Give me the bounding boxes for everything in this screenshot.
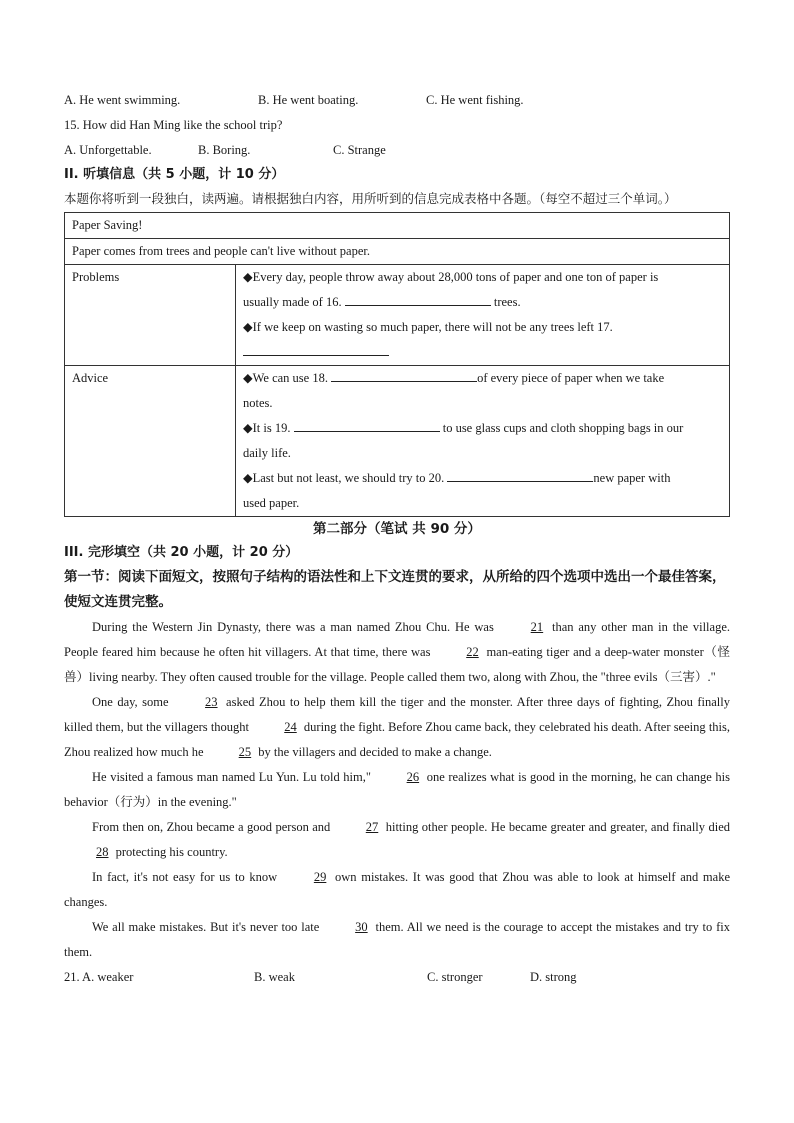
gap-23[interactable]: 23	[205, 695, 218, 709]
table-intro: Paper comes from trees and people can't live without paper.	[65, 239, 730, 265]
q21-options	[64, 965, 730, 990]
exam-page	[64, 88, 730, 990]
q14-option-b[interactable]: B. He went boating.	[258, 93, 359, 107]
advice-1-text: ◆We can use 18.	[243, 371, 328, 385]
problem-1b-text: usually made of 16.	[243, 295, 342, 309]
q21-option-d[interactable]: D. strong	[530, 970, 577, 984]
passage-paragraph-1	[64, 615, 730, 690]
q14-option-c[interactable]: C. He went fishing.	[426, 93, 524, 107]
advice-2	[243, 416, 722, 441]
passage-text: protecting his country.	[112, 845, 228, 859]
q15-options	[64, 138, 730, 163]
blank-20[interactable]	[447, 467, 593, 482]
advice-cell	[236, 366, 730, 517]
advice-1-suffix: of every piece of paper when we take	[477, 371, 665, 385]
q15-option-c[interactable]: C. Strange	[333, 143, 386, 157]
passage-text: than any other man in the village. People feared him because he often hit villagers. At that time, there was	[64, 620, 730, 659]
section3-subheading: 第一节：阅读下面短文，按照句子结构的语法性和上下文连贯的要求，从所给的四个选项中选出一个最佳答案，使短文连贯完整。	[64, 569, 726, 610]
q21-option-a[interactable]: 21. A. weaker	[64, 970, 134, 984]
passage-text: man-eating tiger and a deep-water monster（怪兽）living nearby. They often caused trouble for the village. People called them two, along with Zhou, the "three evils（三害）."	[64, 645, 730, 684]
blank-17[interactable]	[243, 341, 389, 356]
advice-3-cont: used paper.	[243, 496, 300, 510]
gap-26[interactable]: 26	[406, 770, 420, 784]
gap-27[interactable]: 27	[365, 820, 379, 834]
passage-paragraph-3	[64, 765, 730, 815]
passage-text: during the fight. Before Zhou came back, they celebrated his death. After seeing this, Zhou realized how much he	[64, 720, 731, 759]
q15-question: 15. How did Han Ming like the school trip?	[64, 118, 283, 132]
problem-1a: ◆Every day, people throw away about 28,000 tons of paper and one ton of paper is	[243, 270, 659, 284]
advice-3-text: ◆Last but not least, we should try to 20.	[243, 471, 445, 485]
table-title: Paper Saving!	[65, 213, 730, 239]
problems-cell	[236, 265, 730, 366]
passage-text: We all make mistakes. But it's never too late	[92, 920, 324, 934]
gap-28[interactable]: 28	[96, 845, 109, 859]
passage-paragraph-4	[64, 815, 730, 865]
advice-1	[243, 366, 722, 391]
advice-3	[243, 466, 722, 491]
passage-text: During the Western Jin Dynasty, there was a man named Zhou Chu. He was	[92, 620, 499, 634]
passage-text: one realizes what is good in the morning, he can change his behavior（行为）in the evening."	[64, 770, 730, 809]
blank-16[interactable]	[345, 291, 491, 306]
passage-paragraph-6	[64, 915, 730, 965]
gap-25[interactable]: 25	[238, 745, 252, 759]
advice-3-suffix: new paper with	[593, 471, 671, 485]
passage-text: From then on, Zhou became a good person and	[92, 820, 334, 834]
advice-2-suffix: to use glass cups and cloth shopping bags in our	[439, 421, 684, 435]
blank-18[interactable]	[331, 367, 477, 382]
section2-instruction: 本题你将听到一段独白，读两遍。请根据独白内容，用所听到的信息完成表格中各题。（每空不超过三个单词。）	[64, 191, 677, 206]
passage-text: One day, some	[92, 695, 174, 709]
passage-text: In fact, it's not easy for us to know	[92, 870, 282, 884]
problem-2-blank-line	[243, 340, 722, 365]
q15-option-a[interactable]: A. Unforgettable.	[64, 143, 152, 157]
passage-text: asked Zhou to help them kill the tiger and the monster. After three days of fighting, Zhou finally killed them, but the villagers thought	[64, 695, 730, 734]
problem-1b-suffix: trees.	[490, 295, 521, 309]
part2-title: 第二部分（笔试 共 90 分）	[313, 521, 481, 537]
q14-options	[64, 88, 730, 113]
gap-24[interactable]: 24	[284, 720, 297, 734]
problems-label: Problems	[65, 265, 236, 366]
gap-30[interactable]: 30	[355, 920, 368, 934]
passage-text: own mistakes. It was good that Zhou was able to look at himself and make changes.	[64, 870, 730, 909]
blank-19[interactable]	[294, 417, 440, 432]
gap-22[interactable]: 22	[466, 645, 479, 659]
passage-paragraph-2	[64, 690, 730, 765]
advice-2-text: ◆It is 19.	[243, 421, 291, 435]
passage-text: hitting other people. He became greater and greater, and finally died	[382, 820, 730, 834]
passage-text: He visited a famous man named Lu Yun. Lu told him,"	[92, 770, 375, 784]
q14-option-a[interactable]: A. He went swimming.	[64, 93, 181, 107]
q15-option-b[interactable]: B. Boring.	[198, 143, 251, 157]
section2-heading: II. 听填信息（共 5 小题，计 10 分）	[64, 167, 285, 182]
problem-1b	[243, 290, 722, 315]
info-table	[64, 212, 730, 517]
passage-text: them. All we need is the courage to accept the mistakes and try to fix them.	[64, 920, 730, 959]
passage-paragraph-5	[64, 865, 730, 915]
q21-option-b[interactable]: B. weak	[254, 970, 295, 984]
advice-label: Advice	[65, 366, 236, 517]
advice-1-cont: notes.	[243, 396, 273, 410]
passage-text: by the villagers and decided to make a change.	[255, 745, 492, 759]
gap-21[interactable]: 21	[530, 620, 544, 634]
section3-heading: III. 完形填空（共 20 小题，计 20 分）	[64, 545, 299, 560]
advice-2-cont: daily life.	[243, 446, 291, 460]
problem-2: ◆If we keep on wasting so much paper, there will not be any trees left 17.	[243, 320, 613, 334]
q21-option-c[interactable]: C. stronger	[427, 970, 483, 984]
gap-29[interactable]: 29	[313, 870, 327, 884]
